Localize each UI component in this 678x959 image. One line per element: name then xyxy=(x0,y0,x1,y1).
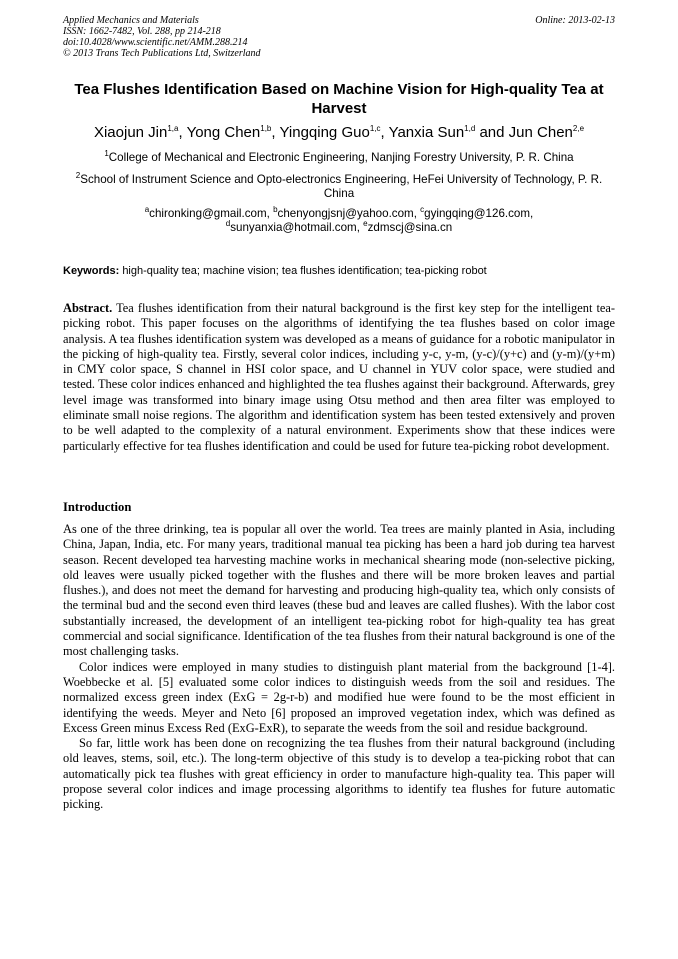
email-address[interactable]: gyingqing@126.com xyxy=(424,207,531,220)
email-address[interactable]: sunyanxia@hotmail.com xyxy=(230,221,357,234)
affiliation-2 xyxy=(63,173,615,201)
author-separator: , xyxy=(380,124,389,141)
copyright-line: © 2013 Trans Tech Publications Ltd, Switzerland xyxy=(63,48,261,59)
email-list xyxy=(63,207,615,235)
keywords-label: Keywords: xyxy=(63,265,120,277)
affiliation-mark: 1 xyxy=(104,149,109,159)
email-mark: d xyxy=(225,219,231,229)
email-address[interactable]: chenyongjsnj@yahoo.com xyxy=(277,207,414,220)
author-name: Jun Chen xyxy=(508,124,573,141)
abstract-text: Tea flushes identification from their natural background is the first key step for the intelligent tea-picking robot. This paper focuses on the algorithms of identifying the tea flushes based on color image analysis. A tea flushes identification system was developed as a means of guidance for a robotic manipulator in the picking of high-quality tea. Firstly, several color indices, including y-c, y-m, (y-c)/(y+c) and (y-m)/(y+m) in CMY color space, S channel in HSI color space, and U channel in YUV color space, were studied and tested. These color indices enhanced and highlighted the tea flushes against their background. Afterwards, grey level image was transformed into binary image using Otsu method and then area filter was employed to eliminate small noise regions. The algorithm and identification system has been tested extensively and proven to be well adapted to the complexity of a natural environment. Experiments show that these indices were particularly effective for tea flushes identification and could be used for future tea-picking robot development. xyxy=(63,301,616,453)
author-separator: and xyxy=(475,124,509,141)
email-mark: e xyxy=(363,219,368,229)
journal-name: Applied Mechanics and Materials xyxy=(63,15,199,26)
email-address[interactable]: zdmscj@sina.cn xyxy=(367,221,453,234)
affiliation-1 xyxy=(63,151,615,165)
paragraph: So far, little work has been done on recognizing the tea flushes from their natural background (including old leaves, stems, soil, etc.). The long-term objective of this study is to develop a tea-picking robot that can automatically pick tea flushes with great efficiency in order to manufacture high-quality tea. This paper will propose several color indices and image processing algorithms to identify tea flushes for future automatic picking. xyxy=(63,736,615,812)
author-name: Yanxia Sun xyxy=(388,124,465,141)
author-affiliation-mark: 2,e xyxy=(572,124,585,133)
keywords xyxy=(63,264,615,278)
online-date: Online: 2013-02-13 xyxy=(535,15,615,26)
abstract-label: Abstract. xyxy=(63,301,113,315)
affiliation-text: College of Mechanical and Electronic Engineering, Nanjing Forestry University, P. R. China xyxy=(108,151,574,164)
author-name: Yong Chen xyxy=(186,124,261,141)
paper-title: Tea Flushes Identification Based on Machine Vision for High-quality Tea at Harvest xyxy=(74,81,604,117)
author-name: Xiaojun Jin xyxy=(93,124,168,141)
email-address[interactable]: chironking@gmail.com xyxy=(149,207,267,220)
email-mark: c xyxy=(420,205,425,215)
author-affiliation-mark: 1,c xyxy=(369,124,381,133)
email-separator: , xyxy=(356,221,364,234)
affiliation-mark: 2 xyxy=(75,171,81,181)
issn-line: ISSN: 1662-7482, Vol. 288, pp 214-218 xyxy=(63,26,221,37)
email-separator: , xyxy=(530,207,534,220)
author-affiliation-mark: 1,d xyxy=(464,124,476,133)
introduction-body xyxy=(63,522,615,813)
journal-header xyxy=(63,15,615,59)
keywords-text: high-quality tea; machine vision; tea flushes identification; tea-picking robot xyxy=(122,265,487,277)
email-separator: , xyxy=(266,207,274,220)
email-separator: , xyxy=(413,207,421,220)
introduction-heading: Introduction xyxy=(63,500,132,514)
abstract xyxy=(63,301,615,454)
author-separator: , xyxy=(178,124,187,141)
paragraph: As one of the three drinking, tea is popular all over the world. Tea trees are mainly planted in Asia, including China, Japan, India, etc. For many years, traditional manual tea picking has been a hard job during tea harvest season. Recent developed tea harvesting machine works in mechanical shearing mode (non-selective picking, old leaves were usually picked together with the flushes and there will be more broken leaves and partial flushes.), and does not meet the demand for harvesting and producing high-quality tea, which only consists of the terminal bud and the second even third leaves (these bud and leaves are called flushes). With the labor cost substantially increased, the development of an intelligent tea-picking robot for high-quality tea has great commercial and social significance. Identification of the tea flushes from their natural background is one of the most challenging tasks. xyxy=(63,522,615,659)
paragraph: Color indices were employed in many studies to distinguish plant material from the background [1-4]. Woebbecke et al. [5] evaluated some color indices to distinguish weeds from the soil and residues. The normalized excess green index (ExG = 2g-r-b) and modified hue were found to be the most efficient in identifying the weeds. Meyer and Neto [6] proposed an improved vegetation index, which was defined as Excess Green minus Excess Red (ExG-ExR), to separate the weeds from the soil and residue background. xyxy=(63,659,615,735)
author-separator: , xyxy=(271,124,280,141)
email-mark: b xyxy=(273,205,278,215)
affiliation-text: School of Instrument Science and Opto-electronics Engineering, HeFei University of Technology, P. R. China xyxy=(80,173,603,200)
author-affiliation-mark: 1,b xyxy=(260,124,272,133)
author-name: Yingqing Guo xyxy=(279,124,370,141)
email-mark: a xyxy=(144,205,150,215)
doi-line: doi:10.4028/www.scientific.net/AMM.288.214 xyxy=(63,37,248,48)
author-list xyxy=(63,124,615,142)
author-affiliation-mark: 1,a xyxy=(167,124,179,133)
